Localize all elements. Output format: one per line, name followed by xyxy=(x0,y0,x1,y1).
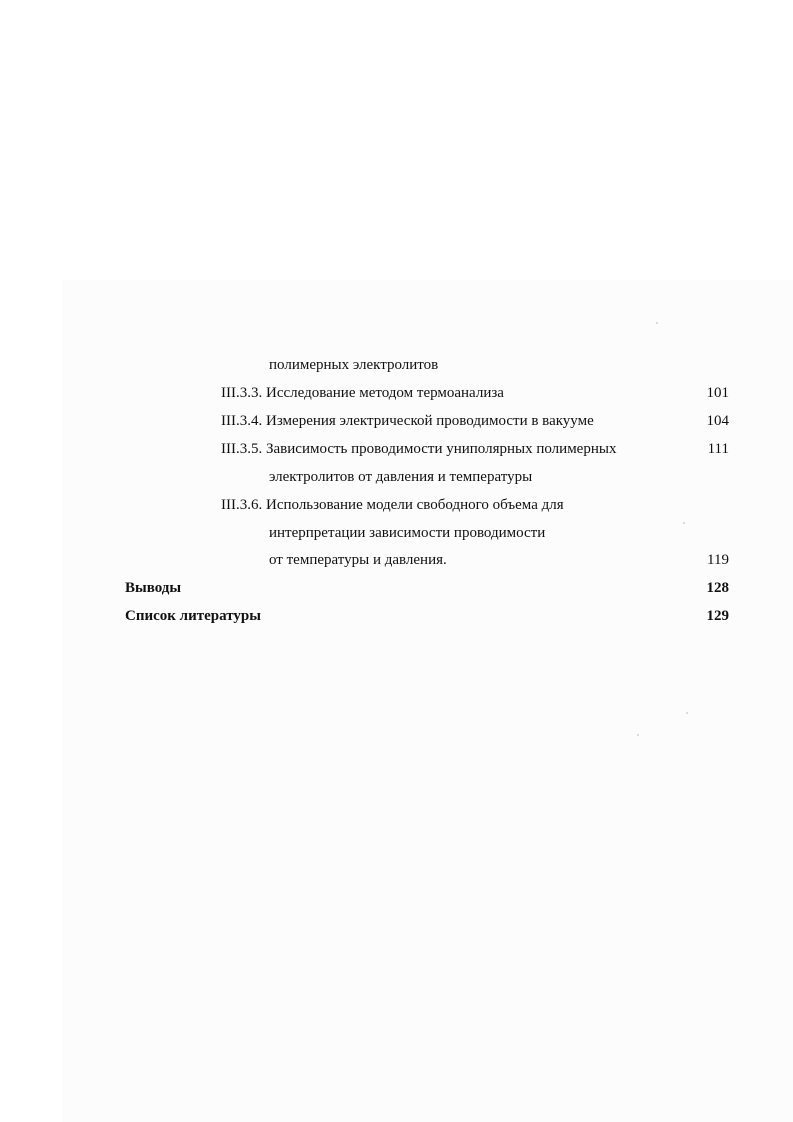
toc-entry xyxy=(221,412,594,430)
toc-entry-number: III.3.4. xyxy=(221,413,263,429)
scan-speck xyxy=(686,712,688,714)
toc-entry-continuation xyxy=(269,524,545,542)
toc-entry-title: электролитов от давления и температуры xyxy=(269,469,533,485)
toc-entry-continuation xyxy=(269,551,447,569)
toc-entry-title: интерпретации зависимости проводимости xyxy=(269,525,546,541)
toc-entry-title: Исследование методом термоанализа xyxy=(266,385,504,401)
toc-entry xyxy=(221,496,564,514)
toc-entry xyxy=(221,384,504,402)
toc-entry-title: Использование модели свободного объема для xyxy=(266,497,564,513)
toc-entry-title: от температуры и давления. xyxy=(269,552,447,568)
toc-entry-page: 101 xyxy=(706,385,729,401)
scan-speck xyxy=(637,734,639,736)
scan-background xyxy=(62,280,793,1122)
toc-conclusions-page: 128 xyxy=(706,580,729,596)
toc-entry-number: III.3.3. xyxy=(221,385,263,401)
toc-entry-number: III.3.6. xyxy=(221,497,263,513)
toc-entry-number: III.3.5. xyxy=(221,441,263,457)
toc-entry-title: полимерных электролитов xyxy=(269,357,439,373)
toc-entry-page: 104 xyxy=(706,413,729,429)
scan-speck xyxy=(683,522,685,524)
toc-references xyxy=(125,607,261,625)
toc-entry-title: Измерения электрической проводимости в вакууме xyxy=(266,413,594,429)
toc-references-page: 129 xyxy=(706,608,729,624)
toc-entry-continuation xyxy=(269,356,438,374)
toc-entry-title: Зависимость проводимости униполярных полимерных xyxy=(266,441,617,457)
toc-entry-continuation xyxy=(269,468,532,486)
toc-conclusions xyxy=(125,579,181,597)
toc-references-title: Список литературы xyxy=(125,608,261,624)
toc-entry-page: 119 xyxy=(707,552,729,568)
scan-speck xyxy=(656,322,658,324)
toc-entry-page: 111 xyxy=(707,441,729,457)
toc-entry xyxy=(221,440,616,458)
toc-conclusions-title: Выводы xyxy=(125,580,182,596)
